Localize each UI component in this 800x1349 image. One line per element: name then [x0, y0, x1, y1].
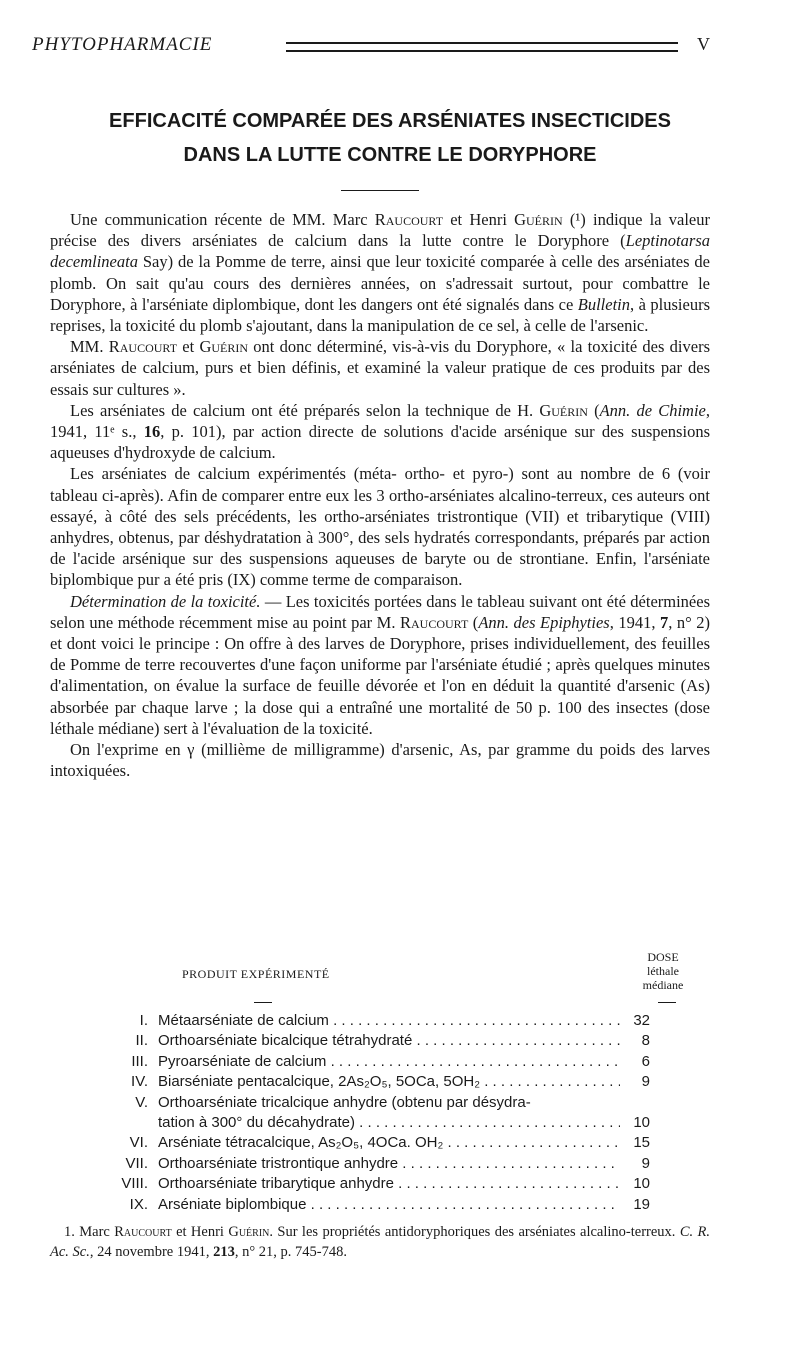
column-header-dose: DOSE léthale médiane: [642, 950, 684, 992]
paragraph-5: Détermination de la toxicité. — Les toxicités portées dans le tableau suivant ont été déterminées selon une méthode récemment mise au point par M. Raucourt (Ann. des Epiphyties, 1941, 7, n° 2) et dont voici le principe : On offre à des larves de Doryphore, prises individuellement, des feuilles de Pomme de terre recouvertes d'une façon uniforme par l'arséniate étudié ; après quelques minutes d'alimentation, on évalue la surface de feuille dévorée et l'on en déduit la quantité d'arsenic (As) absorbée par chaque larve ; la dose qui a entraîné une mortalité de 50 p. 100 des insectes (dose léthale médiane) sert à l'évaluation de la toxicité.: [50, 591, 711, 738]
table-row: I. Métaarséniate de calcium . . . 32: [90, 1011, 650, 1031]
table-row: II. Orthoarséniate bicalcique tétrahydraté . . . 8: [90, 1031, 650, 1051]
paragraph-2: MM. Raucourt et Guérin ont donc déterminé, vis-à-vis du Doryphore, « la toxicité des divers arséniates de calcium, purs et bien définis, et examiné la valeur pratique de ces produits par des essais sur cultures ».: [50, 337, 710, 399]
footnote: 1. Marc Raucourt et Henri Guérin. Sur les propriétés antidoryphoriques des arséniates alcalino-terreux. C. R. Ac. Sc., 24 novembre 1941, 213, n° 21, p. 745-748.: [50, 1224, 710, 1260]
table-row: III. Pyroarséniate de calcium . . . 6: [90, 1052, 650, 1072]
title-separator: [341, 190, 419, 191]
header-double-rule: [286, 42, 678, 52]
table-row: IV. Biarséniate pentacalcique, 2As₂O₅, 5OCa, 5OH₂ . . . 9: [90, 1072, 650, 1092]
table-header-rule-dose: [658, 1002, 676, 1003]
paragraph-3: Les arséniates de calcium ont été préparés selon la technique de H. Guérin (Ann. de Chimie, 1941, 11ᵉ s., 16, p. 101), par action directe de solutions d'acide arsénique sur des suspensions aqueuses d'hydroxyde de calcium.: [50, 400, 710, 463]
page-number: V: [697, 34, 710, 54]
paragraph-4: Les arséniates de calcium expérimentés (méta- ortho- et pyro-) sont au nombre de 6 (voir tableau ci-après). Afin de comparer entre eux les 3 ortho-arséniates alcalino-terreux, ces auteurs ont essayé, à côté des sels précédents, les ortho-arséniates tristrontique (VII) et tribarytique (VIII) anhydres, obtenus, par déshydratation à 300°, des sels hydratés correspondants, préparés par action de l'acide arsénique sur des suspensions aqueuses de baryte ou de strontiane. Enfin, l'arséniate biplombique pur a été pris (IX) comme terme de comparaison.: [50, 464, 710, 590]
table-row: IX. Arséniate biplombique . . . 19: [90, 1195, 650, 1215]
title-line-2: DANS LA LUTTE CONTRE LE DORYPHORE: [183, 144, 597, 166]
column-header-product: PRODUIT EXPÉRIMENTÉ: [182, 967, 330, 981]
running-header: [32, 34, 710, 60]
table-row: tation à 300° du décahydrate) . . . 10: [90, 1113, 650, 1133]
table-row: VII. Orthoarséniate tristrontique anhydre . . . 9: [90, 1154, 650, 1174]
toxicity-table: [90, 1011, 650, 1215]
journal-title: PHYTOPHARMACIE: [32, 34, 213, 55]
table-row: VIII. Orthoarséniate tribarytique anhydre . . . 10: [90, 1174, 650, 1194]
article-body: [50, 209, 710, 781]
paragraph-6: On l'exprime en γ (millième de milligramme) d'arsenic, As, par gramme du poids des larves intoxiquées.: [50, 740, 710, 781]
title-line-1: EFFICACITÉ COMPARÉE DES ARSÉNIATES INSECTICIDES: [109, 110, 671, 132]
table-row: V. Orthoarséniate tricalcique anhydre (obtenu par désydra-: [135, 1093, 531, 1111]
table-header: [50, 950, 710, 994]
paragraph-1: Une communication récente de MM. Marc Raucourt et Henri Guérin (¹) indique la valeur précise des divers arséniates de calcium dans la lutte contre le Doryphore (Leptinotarsa decemlineata Say) de la Pomme de terre, ainsi que leur toxicité comparée à celle des arséniates de plomb. On sait qu'au cours des dernières années, on s'adressait surtout, pour combattre le Doryphore, à l'arséniate diplombique, dont les dangers ont été signalés dans ce Bulletin, à plusieurs reprises, la toxicité du plomb s'ajoutant, dans la manipulation de ce sel, à celle de l'arsenic.: [50, 210, 710, 336]
article-title: [40, 104, 740, 172]
table-header-rule-product: [254, 1002, 272, 1003]
table-row: VI. Arséniate tétracalcique, As₂O₅, 4OCa. OH₂ . . . 15: [90, 1133, 650, 1153]
